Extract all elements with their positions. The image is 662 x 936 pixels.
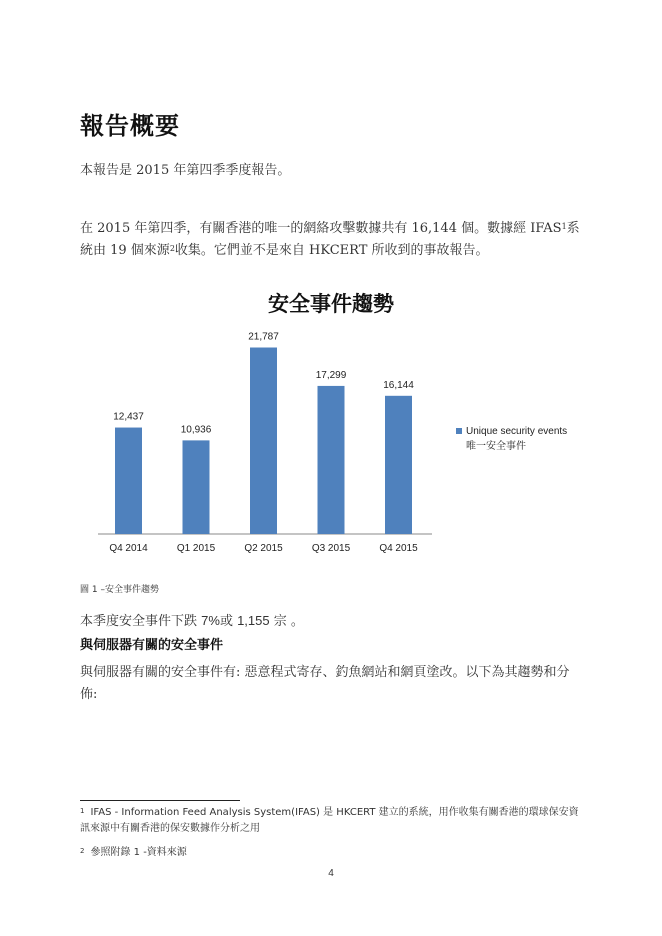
bar-0 [115,428,142,534]
footnote-2-text: 參照附錄 1 -資料來源 [90,847,187,858]
section-body: 與伺服器有關的安全事件有: 惡意程式寄存、釣魚網站和網頁塗改。以下為其趨勢和分佈: [80,665,570,702]
legend-label: Unique security events [466,426,568,437]
bars-group [115,348,412,534]
summary-text-1: 在 2015 年第四季，有關香港的唯一的網絡攻擊數據共有 16,144 個。數據經 IFAS [80,221,562,236]
footnote-2 [80,845,585,861]
bar-3 [318,386,345,534]
x-tick-label-1: Q1 2015 [176,543,216,554]
footnote-1-mark: 1 [80,807,85,815]
summary-paragraph [80,218,585,262]
footnote-1-text: IFAS - Information Feed Analysis System(IFAS) 是 HKCERT 建立的系統，用作收集有關香港的環球保安資訊來源中有關香港的保安數據作分析之用 [80,807,579,834]
x-tick-label-3: Q3 2015 [311,543,351,554]
decline-text-1: 本季度安全事件下跌 [80,614,202,629]
x-tick-label-4: Q4 2015 [379,543,418,554]
x-tick-label-0: Q4 2014 [109,543,148,554]
footnote-divider [80,800,240,801]
data-label-4: 16,144 [383,379,414,391]
footnote-2-mark: 2 [80,847,85,855]
data-label-2: 21,787 [248,331,279,343]
figure-caption: 圖 1 –安全事件趨勢 [80,585,159,595]
decline-statement [80,610,304,629]
data-label-1: 10,936 [180,424,212,436]
decline-text-3: 宗 。 [269,614,304,629]
tick-labels-group [109,543,418,554]
legend-swatch [456,428,462,434]
bar-1 [183,440,210,534]
summary-text-3: 收集。它們並不是來自 HKCERT 所收到的事故報告。 [174,243,489,258]
page-title: 報告概要 [80,111,180,140]
legend-item [456,426,567,437]
summary-text-2: 系統由 19 個來源 [80,221,580,258]
chart-title: 安全事件趨勢 [268,292,394,316]
footnote-1 [80,805,585,837]
data-label-0: 12,437 [113,411,144,423]
decline-count: 1,155 [237,613,270,628]
x-tick-label-2: Q2 2015 [244,543,283,554]
footnote-ref-2: 2 [169,244,175,253]
bar-2 [250,348,277,534]
decline-percent: 7% [201,613,220,628]
data-label-3: 17,299 [315,369,347,381]
bar-4 [385,396,412,534]
section-heading: 與伺服器有關的安全事件 [80,638,224,653]
intro-paragraph: 本報告是 2015 年第四季季度報告。 [80,163,291,178]
chart-legend [456,426,567,452]
page-number: 4 [328,868,334,879]
footnote-ref-1: 1 [561,222,567,231]
legend-label-zh: 唯一安全事件 [466,441,526,452]
decline-text-2: 或 [219,614,238,629]
